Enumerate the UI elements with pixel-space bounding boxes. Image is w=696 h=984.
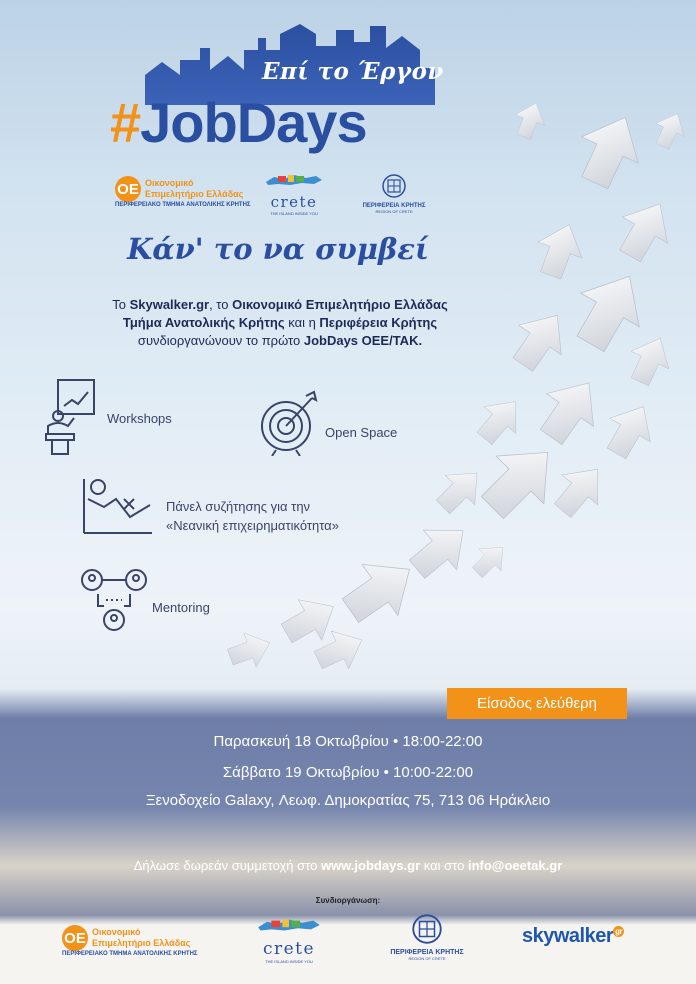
registration-text: Δήλωσε δωρεάν συμμετοχή στο [133,858,321,873]
jobdays-title: JobDays [140,91,367,154]
panel-discussion-label [166,497,339,535]
intro-jobdays: JobDays ΟΕΕ/ΤΑΚ. [303,333,423,348]
crete-wordmark: crete [270,193,318,211]
registration-email-link[interactable]: info@oeetak.gr [467,858,563,873]
logo-script-text: Επί το Έργον [262,58,444,85]
registration-text-2: και στο [420,858,468,873]
coorganization-label: Συνδιοργάνωση: [315,896,381,905]
skywalker-logo [522,925,624,948]
oe-footer-line2: Επιμελητήριο Ελλάδας [92,938,191,948]
region-logo-footer [384,914,470,961]
panel-line2: «Νεανική επιχειρηματικότητα» [166,518,339,533]
hashtag-symbol: # [110,91,141,154]
oe-name-line2: Επιμελητήριο Ελλάδας [145,189,244,199]
intro-oe: Οικονομικό Επιμελητήριο Ελλάδας [232,297,448,312]
intro-text-4: συνδιοργανώνουν το πρώτο [137,333,304,348]
region-title: ΠΕΡΙΦΕΡΕΙΑ ΚΡΗΤΗΣ [362,203,426,209]
mentoring-label: Mentoring [152,600,210,615]
intro-region: Περιφέρεια Κρήτης [319,315,438,330]
mentoring-icon [80,566,150,634]
oe-subtitle: ΠΕΡΙΦΕΡΕΙΑΚΟ ΤΜΗΜΑ ΑΝΑΤΟΛΙΚΗΣ ΚΡΗΤΗΣ [115,202,251,208]
region-emblem-footer-icon [412,914,442,944]
intro-text-2: , το [209,297,233,312]
region-subtitle: REGION OF CRETE [375,209,413,214]
region-footer-subtitle: REGION OF CRETE [408,956,446,961]
event-saturday: Σάββατο 19 Οκτωβρίου • 10:00-22:00 [222,764,474,781]
crete-footer-wordmark: crete [262,939,316,959]
oe-footer-line1: Οικονομικό [92,927,141,937]
oe-mark-footer-icon: ΟΕ [62,925,88,951]
intro-tak: Τμήμα Ανατολικής Κρήτης [122,315,285,330]
target-icon [258,390,320,456]
oe-footer-subtitle: ΠΕΡΙΦΕΡΕΙΑΚΟ ΤΜΗΜΑ ΑΝΑΤΟΛΙΚΗΣ ΚΡΗΤΗΣ [62,951,198,957]
registration-website-link[interactable]: www.jobdays.gr [320,858,421,873]
slogan: Κάν' το να συμβεί [127,232,429,266]
crete-island-footer-icon [256,916,322,934]
region-footer-title: ΠΕΡΙΦΕΡΕΙΑ ΚΡΗΤΗΣ [390,949,464,956]
registration-line [0,858,696,873]
open-space-label: Open Space [325,425,398,440]
event-friday: Παρασκευή 18 Οκτωβρίου • 18:00-22:00 [213,733,483,750]
free-entry-badge: Είσοδος ελεύθερη [447,688,627,719]
event-venue: Ξενοδοχείο Galaxy, Λεωφ. Δημοκρατίας 75, 713 06 Ηράκλειο [145,792,551,809]
oe-name-line1: Οικονομικό [145,178,194,188]
intro-text-3: και η [284,315,320,330]
workshops-label: Workshops [107,411,172,426]
skywalker-wordmark: skywalker [522,925,614,947]
panel-discussion-icon [80,477,156,535]
panel-line1: Πάνελ συζήτησης για την [166,499,311,514]
intro-text-1: Το [112,297,130,312]
intro-skywalker: Skywalker.gr [129,297,210,312]
crete-footer-tagline: THE ISLAND INSIDE YOU [265,959,313,964]
oe-mark-icon: ΟΕ [115,176,141,202]
workshops-icon [44,378,96,456]
crete-tagline: THE ISLAND INSIDE YOU [270,211,318,216]
crete-logo-footer [254,916,324,964]
oe-logo-footer [62,925,198,957]
skywalker-gr-badge: gr [615,927,623,937]
